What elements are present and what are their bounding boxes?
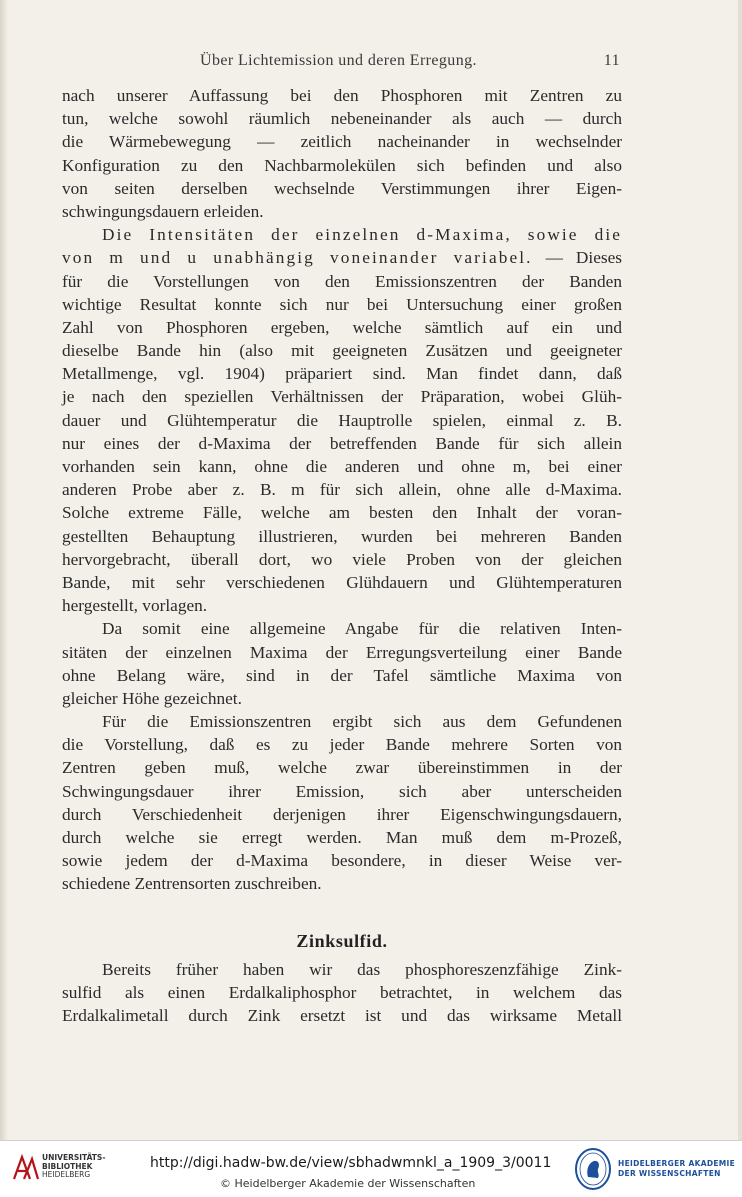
uni-label-line: UNIVERSITÄTS- xyxy=(42,1153,106,1162)
text-fragment: — Dieses xyxy=(545,248,622,268)
page-binding-shadow xyxy=(0,0,8,1140)
section-heading: Zinksulfid. xyxy=(296,931,388,951)
text-line: je nach den speziellen Verhältnissen der Präparation, wobei Glüh- xyxy=(62,387,622,407)
text-line: durch Verschiedenheit derjenigen ihrer Eigenschwingungsdauern, xyxy=(62,804,622,824)
text-line: die Vorstellung, daß es zu jeder Bande mehrere Sorten von xyxy=(62,735,622,755)
text-line: hervorgebracht, überall dort, wo viele Proben von der gleichen xyxy=(62,549,622,569)
text-line: gestellten Behauptung illustrieren, wurden bei mehreren Banden xyxy=(62,526,622,546)
text-line: schiedene Zentrensorten zuschreiben. xyxy=(62,874,322,894)
text-line: Für die Emissionszentren ergibt sich aus dem Gefundenen xyxy=(102,712,622,732)
text-line: Da somit eine allgemeine Angabe für die relativen Inten- xyxy=(102,619,622,639)
text-line: Bereits früher haben wir das phosphoreszenzfähige Zink- xyxy=(102,960,622,979)
text-line: für die Vorstellungen von den Emissionszentren der Banden xyxy=(62,271,622,291)
text-line: Zentren geben muß, welche zwar übereinstimmen in der xyxy=(62,758,622,778)
emphasized-line: Die Intensitäten der einzelnen d-Maxima, sowie die xyxy=(102,225,622,245)
text-line: wichtige Resultat konnte sich nur bei Untersuchung einer großen xyxy=(62,294,622,314)
text-line: nur eines der d-Maxima der betreffenden Bande für sich allein xyxy=(62,433,622,453)
text-line: dieselbe Bande hin (also mit geeigneten Zusätzen und geeigneter xyxy=(62,341,622,361)
permalink-url[interactable]: http://digi.hadw-bw.de/view/sbhadwmnkl_a_1909_3/0011 xyxy=(150,1155,552,1171)
paragraph-2 xyxy=(62,223,622,617)
text-line: vorhanden sein kann, ohne die anderen und ohne m, bei einer xyxy=(62,457,622,476)
text-line: Solche extreme Fälle, welche am besten den Inhalt der voran- xyxy=(62,503,622,523)
text-line: von seiten derselben wechselnde Verstimmungen ihrer Eigen- xyxy=(62,178,622,198)
body-text xyxy=(62,84,622,896)
viewer-footer xyxy=(0,1140,742,1197)
text-line: die Wärmebewegung — zeitlich nacheinander in wechselnder xyxy=(62,132,622,152)
paragraph-4 xyxy=(62,710,622,896)
text-line: tun, welche sowohl räumlich nebeneinander als auch — durch xyxy=(62,109,622,129)
text-line: Metallmenge, vgl. 1904) präpariert sind. Man findet dann, daß xyxy=(62,364,622,384)
uni-label-line: BIBLIOTHEK xyxy=(42,1161,93,1171)
academy-label-line: HEIDELBERGER AKADEMIE xyxy=(618,1159,736,1168)
text-line: Schwingungsdauer ihrer Emission, sich aber unterscheiden xyxy=(62,781,622,801)
text-line: nach unserer Auffassung bei den Phosphoren mit Zentren zu xyxy=(62,86,622,105)
text-line: Bande, mit sehr verschiedenen Glühdauern und Glühtemperaturen xyxy=(62,572,622,592)
text-line: sulfid als einen Erdalkaliphosphor betrachtet, in welchem das xyxy=(62,983,622,1003)
text-line: Erdalkalimetall durch Zink ersetzt ist und das wirksame Metall xyxy=(62,1006,622,1026)
running-head-title: Über Lichtemission und deren Erregung. xyxy=(200,52,477,69)
page-number: 11 xyxy=(603,52,620,69)
text-line: sowie jedem der d-Maxima besondere, in dieser Weise ver- xyxy=(62,851,622,871)
academy-seal-icon[interactable] xyxy=(574,1147,612,1191)
academy-label-line: DER WISSENSCHAFTEN xyxy=(618,1169,721,1178)
paragraph-3 xyxy=(62,617,622,710)
copyright-notice: © Heidelberger Akademie der Wissenschaften xyxy=(220,1177,476,1190)
text-line: schwingungsdauern erleiden. xyxy=(62,201,264,221)
text-line: Konfiguration zu den Nachbarmolekülen sich befinden und also xyxy=(62,155,622,175)
text-line: durch welche sie erregt werden. Man muß dem m-Prozeß, xyxy=(62,828,622,847)
text-line: sitäten der einzelnen Maxima der Erregungsverteilung einer Bande xyxy=(62,642,622,662)
text-line: dauer und Glühtemperatur die Hauptrolle spielen, einmal z. B. xyxy=(62,410,622,430)
text-line: Zahl von Phosphoren ergeben, welche sämtlich auf ein und xyxy=(62,317,622,337)
text-line: hergestellt, vorlagen. xyxy=(62,596,208,616)
paragraph-1 xyxy=(62,84,622,223)
uni-label-line: HEIDELBERG xyxy=(42,1170,91,1179)
text-line xyxy=(62,246,622,269)
emphasized-text: von m und u unabhängig voneinander variabel. xyxy=(62,248,533,268)
academy-label xyxy=(618,1159,735,1179)
university-library-label xyxy=(42,1154,105,1180)
body-text-section xyxy=(62,958,622,1028)
page-edge xyxy=(738,0,742,1140)
text-line: anderen Probe aber z. B. m für sich allein, ohne alle d-Maxima. xyxy=(62,480,622,500)
text-line: gleicher Höhe gezeichnet. xyxy=(62,688,242,708)
text-line: ohne Belang wäre, sind in der Tafel sämtliche Maxima von xyxy=(62,665,622,685)
